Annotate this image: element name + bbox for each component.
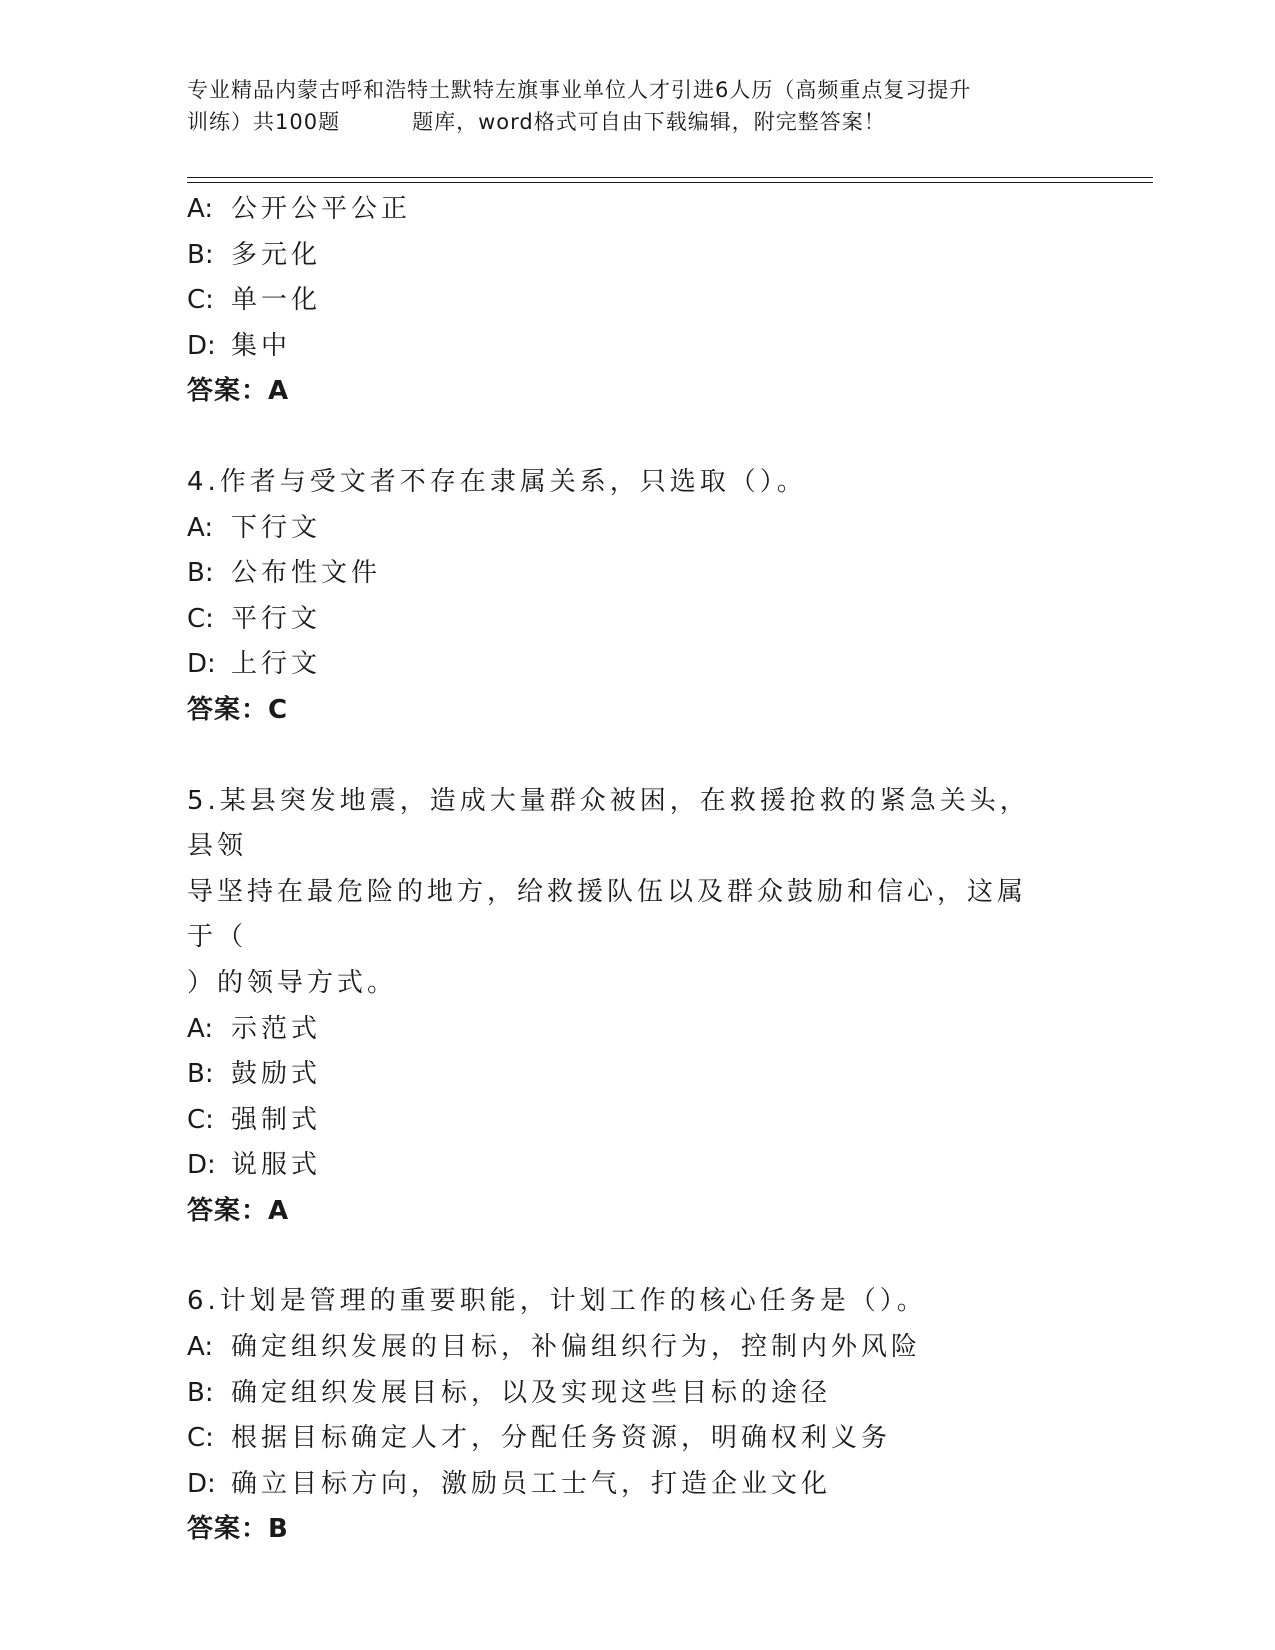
question-text-line3: ）的领导方式。	[187, 967, 398, 998]
question-text-line2: 导坚持在最危险的地方，给救援队伍以及群众鼓励和信心，这属于（	[187, 876, 1028, 953]
option-a: A: 下行文	[187, 512, 322, 543]
option-d: D: 集中	[187, 330, 292, 361]
document-header	[187, 74, 1087, 138]
option-a: A: 公开公平公正	[187, 194, 412, 224]
option-c: C: 强制式	[187, 1104, 322, 1135]
option-d: D: 上行文	[187, 649, 322, 680]
header-title-line1: 专业精品内蒙古呼和浩特土默特左旗事业单位人才引进6人历（高频重点复习提升	[187, 78, 972, 102]
question-4-block	[187, 460, 1153, 734]
question-text: 6.计划是管理的重要职能，计划工作的核心任务是（）。	[187, 1286, 927, 1317]
answer: 答案：B	[187, 1514, 289, 1545]
question-text: 4.作者与受文者不存在隶属关系，只选取（）。	[187, 466, 807, 497]
option-b: B: 公布性文件	[187, 558, 382, 589]
header-title-part2: 题库，word格式可自由下载编辑，附完整答案！	[412, 110, 886, 134]
option-d: D: 说服式	[187, 1150, 322, 1181]
answer: 答案：A	[187, 376, 290, 407]
question-5-block	[187, 779, 1153, 1235]
option-b: B: 鼓励式	[187, 1059, 322, 1090]
header-divider-bottom	[187, 182, 1153, 183]
question-text-line1: 5.某县突发地震，造成大量群众被困，在救援抢救的紧急关头，县领	[187, 785, 1030, 862]
option-a: A: 确定组织发展的目标，补偏组织行为，控制内外风险	[187, 1332, 922, 1363]
header-title-part1: 训练）共100题	[187, 110, 341, 134]
answer: 答案：C	[187, 694, 289, 725]
option-c: C: 根据目标确定人才，分配任务资源，明确权利义务	[187, 1423, 892, 1454]
question-6-block	[187, 1279, 1153, 1553]
question-3-block	[187, 187, 1153, 415]
header-divider-top	[187, 177, 1153, 178]
option-b: B: 多元化	[187, 239, 322, 270]
option-b: B: 确定组织发展目标，以及实现这些目标的途径	[187, 1377, 832, 1408]
option-c: C: 平行文	[187, 603, 322, 634]
option-c: C: 单一化	[187, 285, 322, 316]
answer: 答案：A	[187, 1195, 290, 1226]
header-title-line2	[187, 106, 1087, 138]
option-a: A: 示范式	[187, 1013, 322, 1044]
document-body	[187, 187, 1153, 1553]
option-d: D: 确立目标方向，激励员工士气，打造企业文化	[187, 1468, 832, 1499]
